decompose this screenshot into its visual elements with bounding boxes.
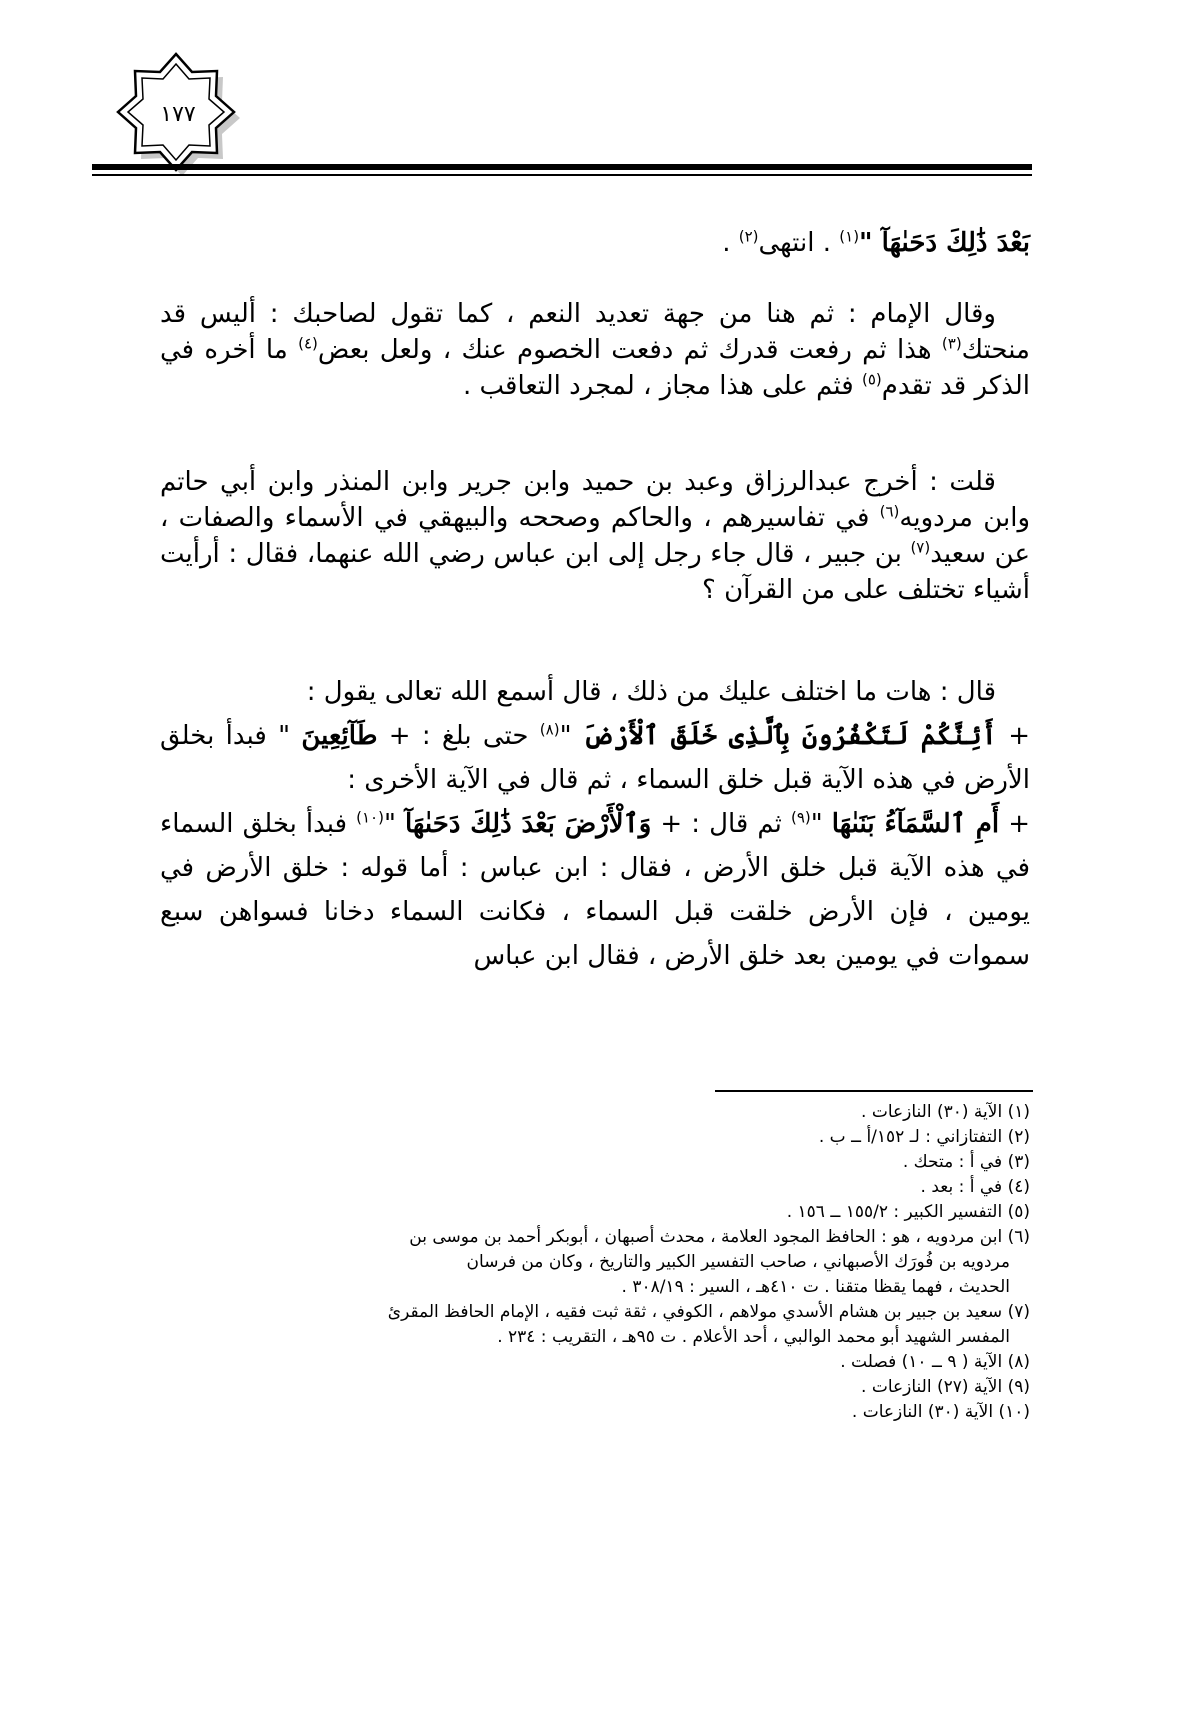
footnote-1: (١) الآية (٣٠) النازعات . bbox=[861, 1102, 1030, 1122]
paragraph-qala: قال : هات ما اختلف عليك من ذلك ، قال أسمع الله تعالى يقول : + أَئِنَّكُمْ لَتَكْفُرُونَ بِٱلَّذِى خَلَقَ ٱلْأَرْضَ "$^{(٨)}$ حتى بلغ : + طَآئِعِينَ " فبدأ بخلق الأرض في هذه الآية قبل خلق السماء ، ثم قال في الآية الأخرى : + أَمِ ٱلسَّمَآءُ بَنَىٰهَا "$^{(٩)}$ ثم قال : + وَٱلْأَرْضَ بَعْدَ ذَٰلِكَ دَحَىٰهَآ "$^{(١٠)}$ فبدأ بخلق السماء في هذه الآية قبل خلق الأرض ، فقال : ابن عباس : أما قوله : خلق الأرض في يومين ، فإن الأرض خلقت قبل السماء ، فكانت السماء دخانا فسواهن سبع سموات في يومين بعد خلق الأرض ، فقال ابن عباس bbox=[160, 677, 1030, 971]
paragraph-imam: وقال الإمام : ثم هنا من جهة تعديد النعم ، كما تقول لصاحبك : أليس قد منحتك$^{(٣)}$ هذا ثم رفعت قدرك ثم دفعت الخصوم عنك ، ولعل بعض$^{(٤)}$ ما أخره في الذكر قد تقدم$^{(٥)}$ فثم على هذا مجاز ، لمجرد التعاقب . bbox=[160, 299, 1030, 401]
page-number: ١٧٧ bbox=[160, 101, 196, 127]
footnotes bbox=[160, 1100, 1030, 1425]
page-number-badge bbox=[112, 48, 244, 180]
footnote-5: (٥) التفسير الكبير : ١٥٥/٢ ــ ١٥٦ . bbox=[786, 1202, 1030, 1222]
footnote-7-line-1: (٧) سعيد بن جبير بن هشام الأسدي مولاهم ، الكوفي ، ثقة ثبت فقيه ، الإمام الحافظ المقرئ bbox=[387, 1302, 1030, 1322]
header-rule-thick bbox=[92, 164, 1032, 170]
paragraph-qultu: قلت : أخرج عبدالرزاق وعبد بن حميد وابن جرير وابن المنذر وابن أبي حاتم وابن مردويه$^{(٦)}$ في تفاسيرهم ، والحاكم وصححه والبيهقي في الأسماء والصفات ، عن سعيد$^{(٧)}$ بن جبير ، قال جاء رجل إلى ابن عباس رضي الله عنهما، فقال : أرأيت أشياء تختلف على من القرآن ؟ bbox=[160, 467, 1031, 605]
footnote-3: (٣) في أ : متحك . bbox=[902, 1152, 1030, 1172]
footnote-7-line-2: المفسر الشهيد أبو محمد الوالبي ، أحد الأعلام . ت ٩٥هـ ، التقريب : ٢٣٤ . bbox=[497, 1327, 1010, 1347]
footnote-4: (٤) في أ : بعد . bbox=[920, 1177, 1030, 1197]
line-quran-ending: بَعْدَ ذَٰلِكَ دَحَىٰهَآ "$^{(١)}$ . انتهى$^{(٢)}$ . bbox=[722, 227, 1030, 258]
footnote-8: (٨) الآية ( ٩ ــ ١٠) فصلت . bbox=[840, 1352, 1030, 1372]
footnote-6 bbox=[160, 1225, 1030, 1300]
footnote-6-line-1: (٦) ابن مردويه ، هو : الحافظ المجود العلامة ، محدث أصبهان ، أبوبكر أحمد بن موسى بن bbox=[409, 1227, 1030, 1247]
footnote-9: (٩) الآية (٢٧) النازعات . bbox=[861, 1377, 1030, 1397]
footnote-2: (٢) التفتازاني : لـ ١٥٢/أ ــ ب . bbox=[818, 1127, 1030, 1147]
footnote-separator bbox=[715, 1090, 1033, 1092]
footnote-7 bbox=[160, 1300, 1030, 1350]
footnote-10: (١٠) الآية (٣٠) النازعات . bbox=[851, 1402, 1030, 1422]
header-rule-thin bbox=[92, 174, 1032, 176]
footnote-6-line-3: الحديث ، فهما يقظا متقنا . ت ٤١٠هـ ، السير : ٣٠٨/١٩ . bbox=[621, 1277, 1010, 1297]
footnote-6-line-2: مردويه بن فُورَك الأصبهاني ، صاحب التفسير الكبير والتاريخ ، وكان من فرسان bbox=[466, 1252, 1010, 1272]
